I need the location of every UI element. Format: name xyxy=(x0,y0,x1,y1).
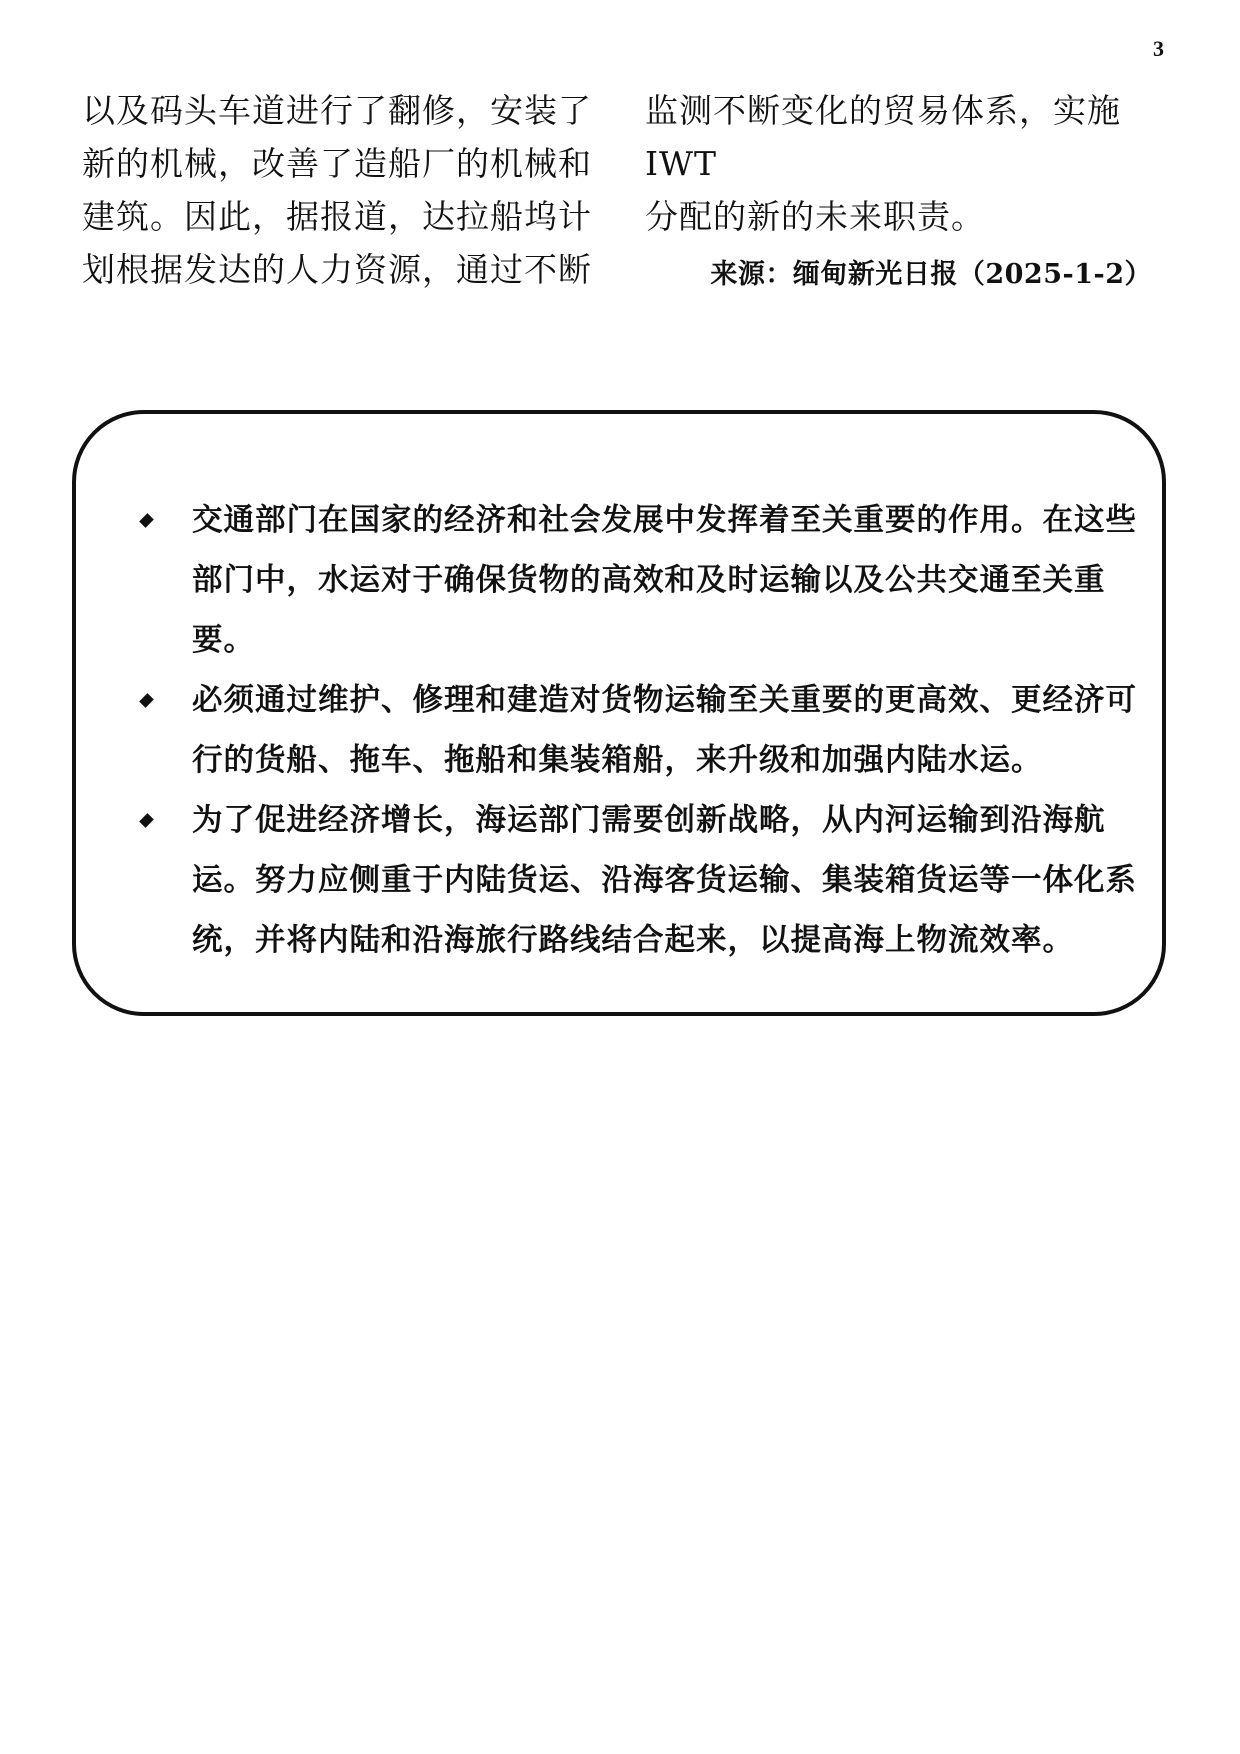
article-line: 监测不断变化的贸易体系，实施IWT xyxy=(645,91,1121,183)
highlight-text: 必须通过维护、修理和建造对货物运输至关重要的更高效、更经济可行的货船、拖车、拖船和集装箱船，来升级和加强内陆水运。 xyxy=(192,682,1137,778)
article-line: 分配的新的未来职责。 xyxy=(645,197,985,236)
source-citation: 来源：缅甸新光日报（2025-1-2） xyxy=(710,259,1152,290)
article-line: 划根据发达的人力资源，通过不断 xyxy=(82,250,592,289)
article-line: 新的机械，改善了造船厂的机械和 xyxy=(82,144,592,183)
article-column-right xyxy=(645,84,1165,243)
highlight-text: 交通部门在国家的经济和社会发展中发挥着至关重要的作用。在这些部门中，水运对于确保货物的高效和及时运输以及公共交通至关重要。 xyxy=(192,502,1137,658)
highlight-item xyxy=(138,490,1138,670)
article-column-left xyxy=(82,84,604,296)
article-line: 以及码头车道进行了翻修，安装了 xyxy=(82,91,592,130)
highlight-item xyxy=(138,670,1138,790)
diamond-bullet-icon xyxy=(139,813,154,828)
highlights-list xyxy=(138,490,1138,970)
diamond-bullet-icon xyxy=(139,513,154,528)
article-line: 建筑。因此，据报道，达拉船坞计 xyxy=(82,197,592,236)
highlight-text: 为了促进经济增长，海运部门需要创新战略，从内河运输到沿海航运。努力应侧重于内陆货运、沿海客货运输、集装箱货运等一体化系统，并将内陆和沿海旅行路线结合起来，以提高海上物流效率。 xyxy=(192,802,1137,958)
page-number: 3 xyxy=(1153,36,1164,61)
diamond-bullet-icon xyxy=(139,693,154,708)
highlight-item xyxy=(138,790,1138,970)
highlights-box xyxy=(72,410,1166,1016)
